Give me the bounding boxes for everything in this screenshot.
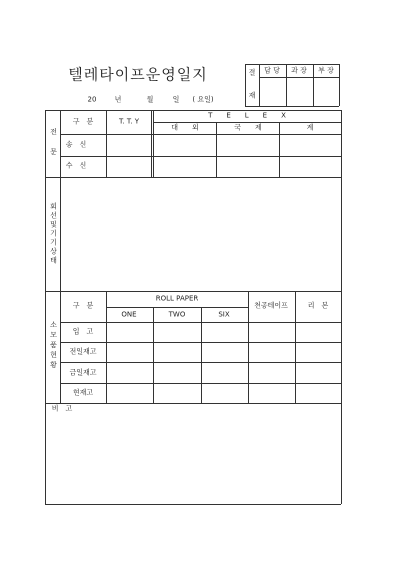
approval-header-director: 부 장	[318, 66, 334, 75]
roll-paper-six: SIX	[218, 310, 230, 319]
ribbon-header: 리 본	[307, 301, 329, 310]
date-day: 일	[172, 95, 180, 104]
consumables-side-label: 소모품현황	[49, 321, 58, 371]
telex-sub-international: 국 제	[234, 123, 262, 132]
punch-tape-header: 천공테이프	[254, 301, 288, 310]
approval-header-staff: 담 당	[264, 66, 280, 75]
telegram-header-gubun: 구 분	[72, 117, 94, 126]
consumables-row-previous-stock: 전일재고	[69, 347, 97, 356]
roll-paper-two: TWO	[168, 310, 186, 319]
consumables-row-today-stock: 금일재고	[69, 368, 97, 377]
consumables-row-incoming: 입 고	[72, 327, 94, 336]
telegram-row-send: 송 신	[65, 140, 87, 149]
roll-paper-one: ONE	[121, 310, 137, 319]
telegram-header-tty: T. T. Y	[118, 117, 140, 126]
page-title: 텔레타이프운영일지	[68, 65, 208, 84]
consumables-header-gubun: 구 분	[72, 301, 94, 310]
date-month: 월	[146, 95, 154, 104]
circuit-label: 회선및기기상태	[49, 202, 58, 266]
approval-label-bottom: 재	[248, 91, 256, 100]
date-year-prefix: 20	[87, 95, 97, 104]
telex-sub-total: 계	[306, 123, 314, 132]
date-weekday: ( 요일)	[192, 95, 214, 104]
roll-paper-header: ROLL PAPER	[155, 294, 199, 303]
remarks-label: 비 고	[51, 404, 73, 413]
telegram-header-telex: T E L E X	[208, 111, 286, 120]
telex-sub-external: 대 외	[171, 123, 199, 132]
approval-label-top: 결	[248, 68, 256, 77]
date-year: 년	[114, 95, 122, 104]
telegram-side-label: 전 문	[49, 128, 58, 158]
consumables-row-current-stock: 현재고	[72, 388, 94, 397]
telegram-row-receive: 수 신	[65, 161, 87, 170]
approval-header-chief: 과 장	[291, 66, 307, 75]
